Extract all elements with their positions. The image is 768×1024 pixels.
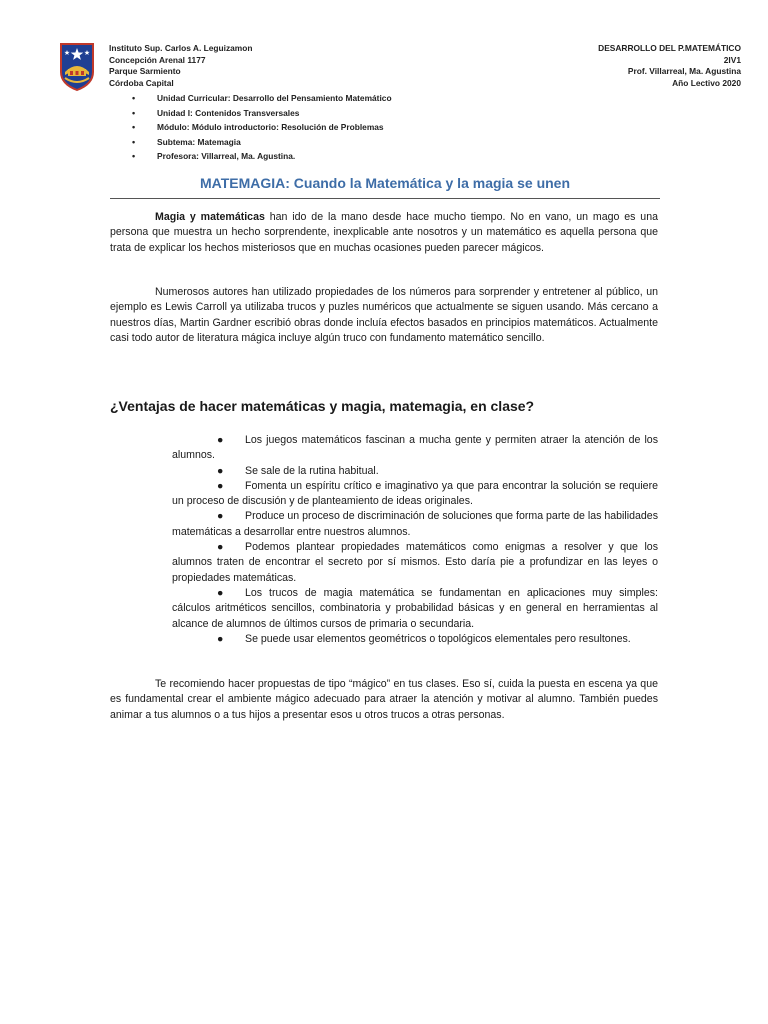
institution-neighborhood: Parque Sarmiento [109,66,181,77]
title-divider [110,198,660,199]
meta-item-modulo: • Módulo: Módulo introductorio: Resolución de Problemas [132,120,392,135]
course-teacher: Prof. Villarreal, Ma. Agustina [627,66,741,77]
institution-info [109,43,252,89]
closing-paragraph: Te recomiendo hacer propuestas de tipo “mágico” en tus clases. Eso sí, cuida la puesta en escena ya que es fundamental crear el ambiente mágico adecuado para atraer la atención y motivar al alumno. También puedes animar a tus alumnos o a tus hijos a presentar esos u otros trucos a otras personas. [110,678,658,721]
bullet-icon: ● [217,479,224,492]
curriculum-meta-list [132,91,392,164]
document-title: MATEMAGIA: Cuando la Matemática y la magia se unen [199,175,571,191]
advantage-item: ● Podemos plantear propiedades matemáticos como enigmas a resolver y que los alumnos traten de encontrar el secreto por sí mismos. Esto daría pie a profundizar en las leyes o propiedades matemáticas. [172,541,658,584]
intro-text: han ido de la mano desde hace mucho tiempo. No en vano, un mago es una persona que muestra un hecho sorprendente, inexplicable ante nosotros y un matemático es aquella persona que trata de explicar los hechos misteriosos que en muchas ocasiones pueden parecer mágicos. [110,211,658,254]
institution-name: Instituto Sup. Carlos A. Leguizamon [109,43,253,53]
advantage-item: ● Se sale de la rutina habitual. [172,464,658,479]
advantage-item: ● Fomenta un espíritu crítico e imaginativo ya que para encontrar la solución se requiere un proceso de discusión y de planteamiento de ideas originales. [172,479,658,508]
advantages-heading: ¿Ventajas de hacer matemáticas y magia, matemagia, en clase? [110,398,535,414]
advantage-item: ● Los juegos matemáticos fascinan a mucha gente y permiten atraer la atención de los alumnos. [172,434,658,462]
meta-item-unidad: • Unidad I: Contenidos Transversales [132,106,392,121]
bullet-icon: ● [217,586,224,599]
bullet-icon: ● [217,464,224,477]
course-name: DESARROLLO DEL P.MATEMÁTICO [598,43,741,53]
meta-item-unidad-curricular: • Unidad Curricular: Desarrollo del Pensamiento Matemático [132,91,392,106]
meta-item-profesora: • Profesora: Villarreal, Ma. Agustina. [132,149,392,164]
course-year: Año Lectivo 2020 [672,77,741,88]
authors-paragraph: Numerosos autores han utilizado propiedades de los números para sorprender y entretener al público, un ejemplo es Lewis Carroll ya utilizaba trucos y puzles numéricos que actualmente se siguen usando. Más cercano a nuestros días, Martin Gardner escribió obras donde incluía efectos basados en principios matemáticos. Actualmente casi todo autor de literatura mágica incluye algún truco con fundamento matemático sencillo. [110,286,658,344]
meta-item-subtema: • Subtema: Matemagia [132,135,392,150]
advantage-item: ● Produce un proceso de discriminación de soluciones que forma parte de las habilidades matemáticas a desarrollar entre nuestros alumnos. [172,510,658,538]
advantage-item: ● Se puede usar elementos geométricos o topológicos elementales pero resultones. [172,632,658,647]
intro-paragraph [110,210,658,256]
advantage-item: ● Los trucos de magia matemática se fundamentan en aplicaciones muy simples: cálculos aritméticos sencillos, combinatoria y probabilidad básicas y en general en herramientas al alcance de alumnos de últimos cursos de primaria o secundaria. [172,586,658,630]
institute-crest-logo [59,42,95,92]
course-info [598,43,741,89]
bullet-icon: ● [217,434,224,446]
institution-city: Córdoba Capital [109,77,174,88]
advantages-list [172,433,658,647]
bullet-icon: ● [217,510,224,523]
bullet-icon: ● [217,632,224,645]
bullet-icon: ● [217,541,224,554]
institution-address: Concepción Arenal 1177 [109,54,206,65]
course-group: 2IV1 [723,54,741,65]
intro-bold-lead: Magia y matemáticas [155,211,265,223]
